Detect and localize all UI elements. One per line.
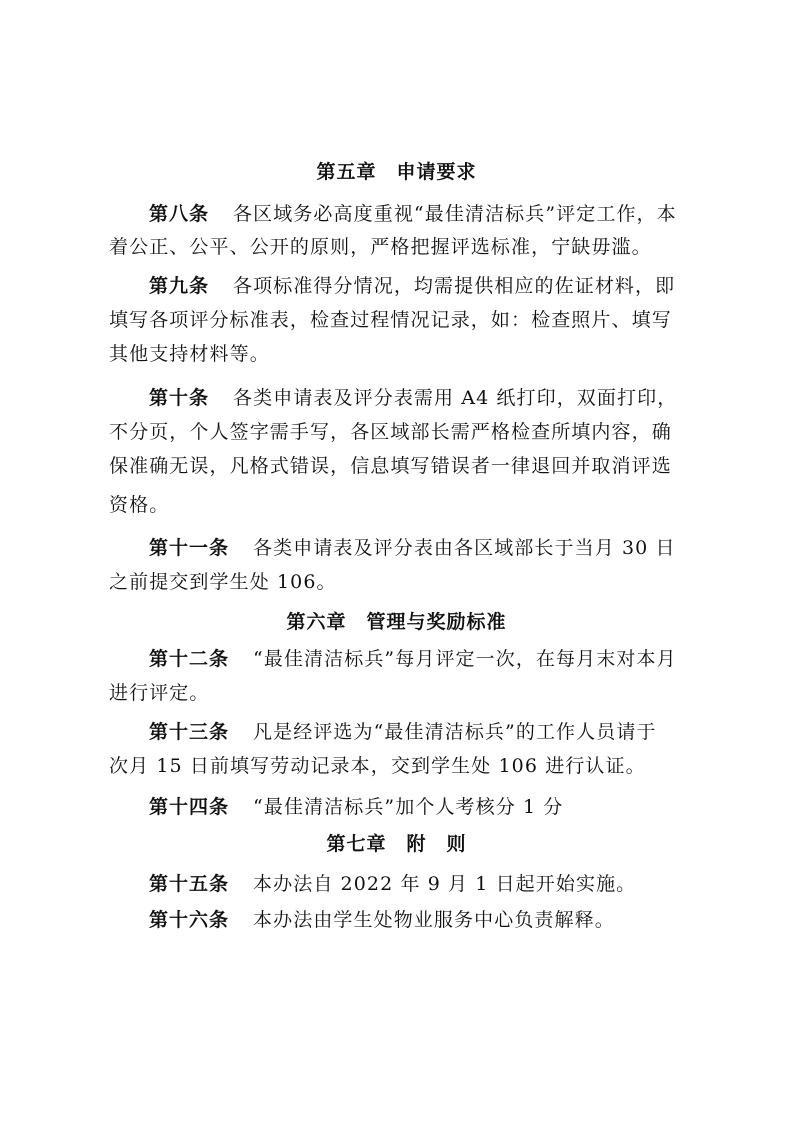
article-14 [149, 794, 689, 820]
article-10-line-3: 保准确无误，凡格式错误，信息填写错误者一律退回并取消评选 [109, 455, 672, 477]
chapter-5-heading: 第五章 申请要求 [316, 161, 477, 183]
article-9-line-3: 其他支持材料等。 [109, 343, 270, 365]
article-12-label: 第十二条 [149, 648, 230, 670]
article-10-label: 第十条 [149, 387, 210, 409]
article-10 [149, 385, 689, 411]
article-13-line-2: 次月 15 日前填写劳动记录本，交到学生处 106 进行认证。 [109, 755, 646, 777]
article-11-line-2: 之前提交到学生处 106。 [109, 571, 337, 593]
chapter-6-heading: 第六章 管理与奖励标准 [286, 611, 507, 633]
article-15-label: 第十五条 [149, 873, 230, 895]
article-9-line-2: 填写各项评分标准表，检查过程情况记录，如：检查照片、填写 [109, 309, 672, 331]
article-10-line-4: 资格。 [109, 494, 170, 516]
article-8 [149, 201, 689, 227]
article-13-label: 第十三条 [149, 721, 230, 743]
article-12 [149, 646, 689, 672]
article-8-label: 第八条 [149, 203, 210, 225]
article-11-label: 第十一条 [149, 537, 230, 559]
article-9-label: 第九条 [149, 275, 210, 297]
article-13 [149, 719, 689, 745]
article-11-text: 各类申请表及评分表由各区域部长于当月 30 日 [253, 537, 676, 559]
article-15 [149, 871, 689, 897]
article-9 [149, 273, 689, 299]
article-14-label: 第十四条 [149, 796, 230, 818]
article-13-text: 凡是经评选为“最佳清洁标兵”的工作人员请于 [253, 721, 657, 743]
article-16-label: 第十六条 [149, 909, 230, 931]
article-10-line-2: 不分页，个人签字需手写，各区域部长需严格检查所填内容，确 [109, 421, 672, 443]
chapter-7-heading: 第七章 附 则 [326, 833, 467, 855]
article-10-text: 各类申请表及评分表需用 A4 纸打印，双面打印， [233, 387, 678, 409]
article-11 [149, 535, 689, 561]
article-8-line-2: 着公正、公平、公开的原则，严格把握评选标准，宁缺毋滥。 [109, 236, 652, 258]
article-16 [149, 907, 689, 933]
article-9-text: 各项标准得分情况，均需提供相应的佐证材料，即 [233, 275, 676, 297]
article-16-text: 本办法由学生处物业服务中心负责解释。 [253, 909, 615, 931]
article-12-text: “最佳清洁标兵”每月评定一次，在每月末对本月 [253, 648, 677, 670]
article-12-line-2: 进行评定。 [109, 682, 210, 704]
article-14-text: “最佳清洁标兵”加个人考核分 1 分 [253, 796, 564, 818]
article-15-text: 本办法自 2022 年 9 月 1 日起开始实施。 [253, 873, 637, 895]
article-8-text: 各区域务必高度重视“最佳清洁标兵”评定工作，本 [233, 203, 677, 225]
